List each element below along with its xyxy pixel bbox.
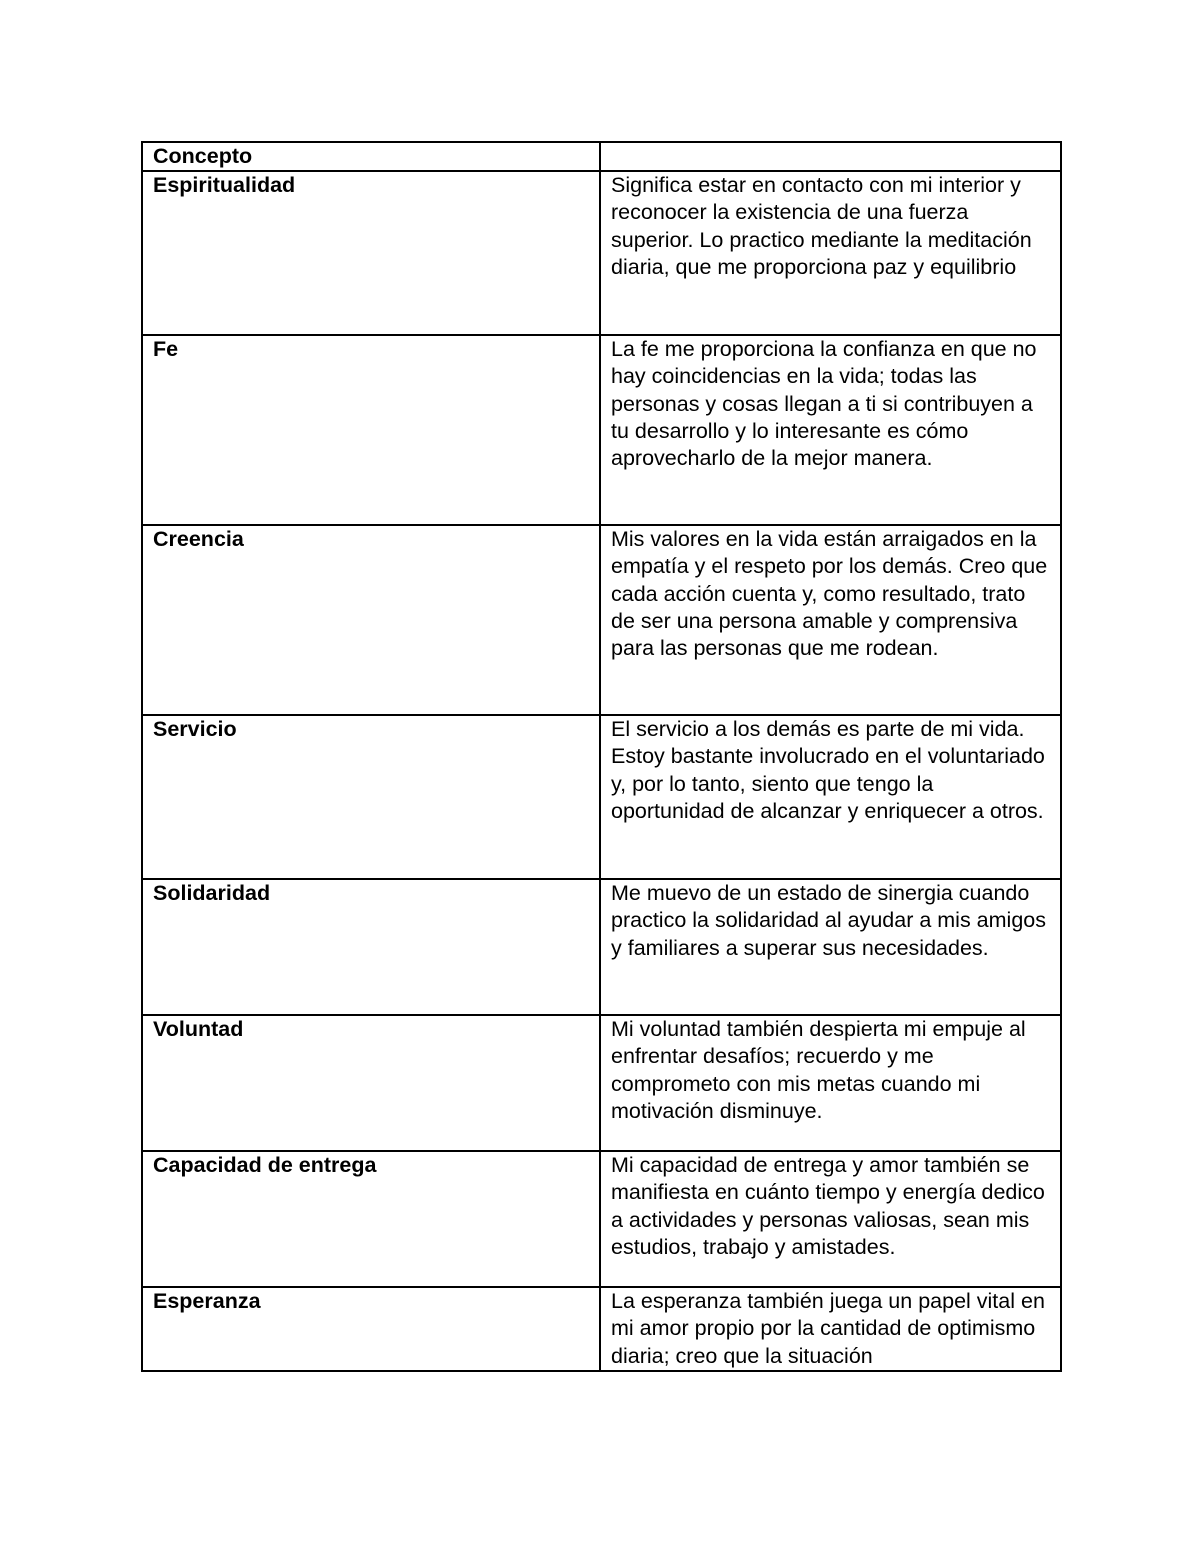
description-cell: Significa estar en contacto con mi interior y reconocer la existencia de una fuerza superior. Lo practico mediante la meditación diaria, que me proporciona paz y equilibrio — [600, 171, 1061, 335]
table-row — [142, 171, 1061, 335]
concept-cell: Esperanza — [142, 1287, 600, 1371]
table-row — [142, 1015, 1061, 1151]
concept-cell: Fe — [142, 335, 600, 525]
concept-cell: Solidaridad — [142, 879, 600, 1015]
concept-cell: Espiritualidad — [142, 171, 600, 335]
table-row — [142, 335, 1061, 525]
description-cell: La fe me proporciona la confianza en que no hay coincidencias en la vida; todas las personas y cosas llegan a ti si contribuyen a tu desarrollo y lo interesante es cómo aprovecharlo de la mejor manera. — [600, 335, 1061, 525]
table-row — [142, 525, 1061, 715]
description-cell: Mi voluntad también despierta mi empuje al enfrentar desafíos; recuerdo y me comprometo con mis metas cuando mi motivación disminuye. — [600, 1015, 1061, 1151]
description-cell: El servicio a los demás es parte de mi vida. Estoy bastante involucrado en el voluntariado y, por lo tanto, siento que tengo la oportunidad de alcanzar y enriquecer a otros. — [600, 715, 1061, 879]
table-header-row — [142, 142, 1061, 171]
concept-cell: Creencia — [142, 525, 600, 715]
table-row — [142, 879, 1061, 1015]
table-row — [142, 1287, 1061, 1371]
header-concept-cell: Concepto — [142, 142, 600, 171]
description-cell: Mis valores en la vida están arraigados en la empatía y el respeto por los demás. Creo que cada acción cuenta y, como resultado, trato de ser una persona amable y comprensiva para las personas que me rodean. — [600, 525, 1061, 715]
header-description-cell — [600, 142, 1061, 171]
concept-cell: Servicio — [142, 715, 600, 879]
table-row — [142, 1151, 1061, 1287]
description-cell: Me muevo de un estado de sinergia cuando practico la solidaridad al ayudar a mis amigos y familiares a superar sus necesidades. — [600, 879, 1061, 1015]
description-cell: Mi capacidad de entrega y amor también se manifiesta en cuánto tiempo y energía dedico a actividades y personas valiosas, sean mis estudios, trabajo y amistades. — [600, 1151, 1061, 1287]
table-row — [142, 715, 1061, 879]
description-cell: La esperanza también juega un papel vital en mi amor propio por la cantidad de optimismo diaria; creo que la situación — [600, 1287, 1061, 1371]
concept-table — [141, 141, 1062, 1372]
concept-cell: Capacidad de entrega — [142, 1151, 600, 1287]
concept-cell: Voluntad — [142, 1015, 600, 1151]
